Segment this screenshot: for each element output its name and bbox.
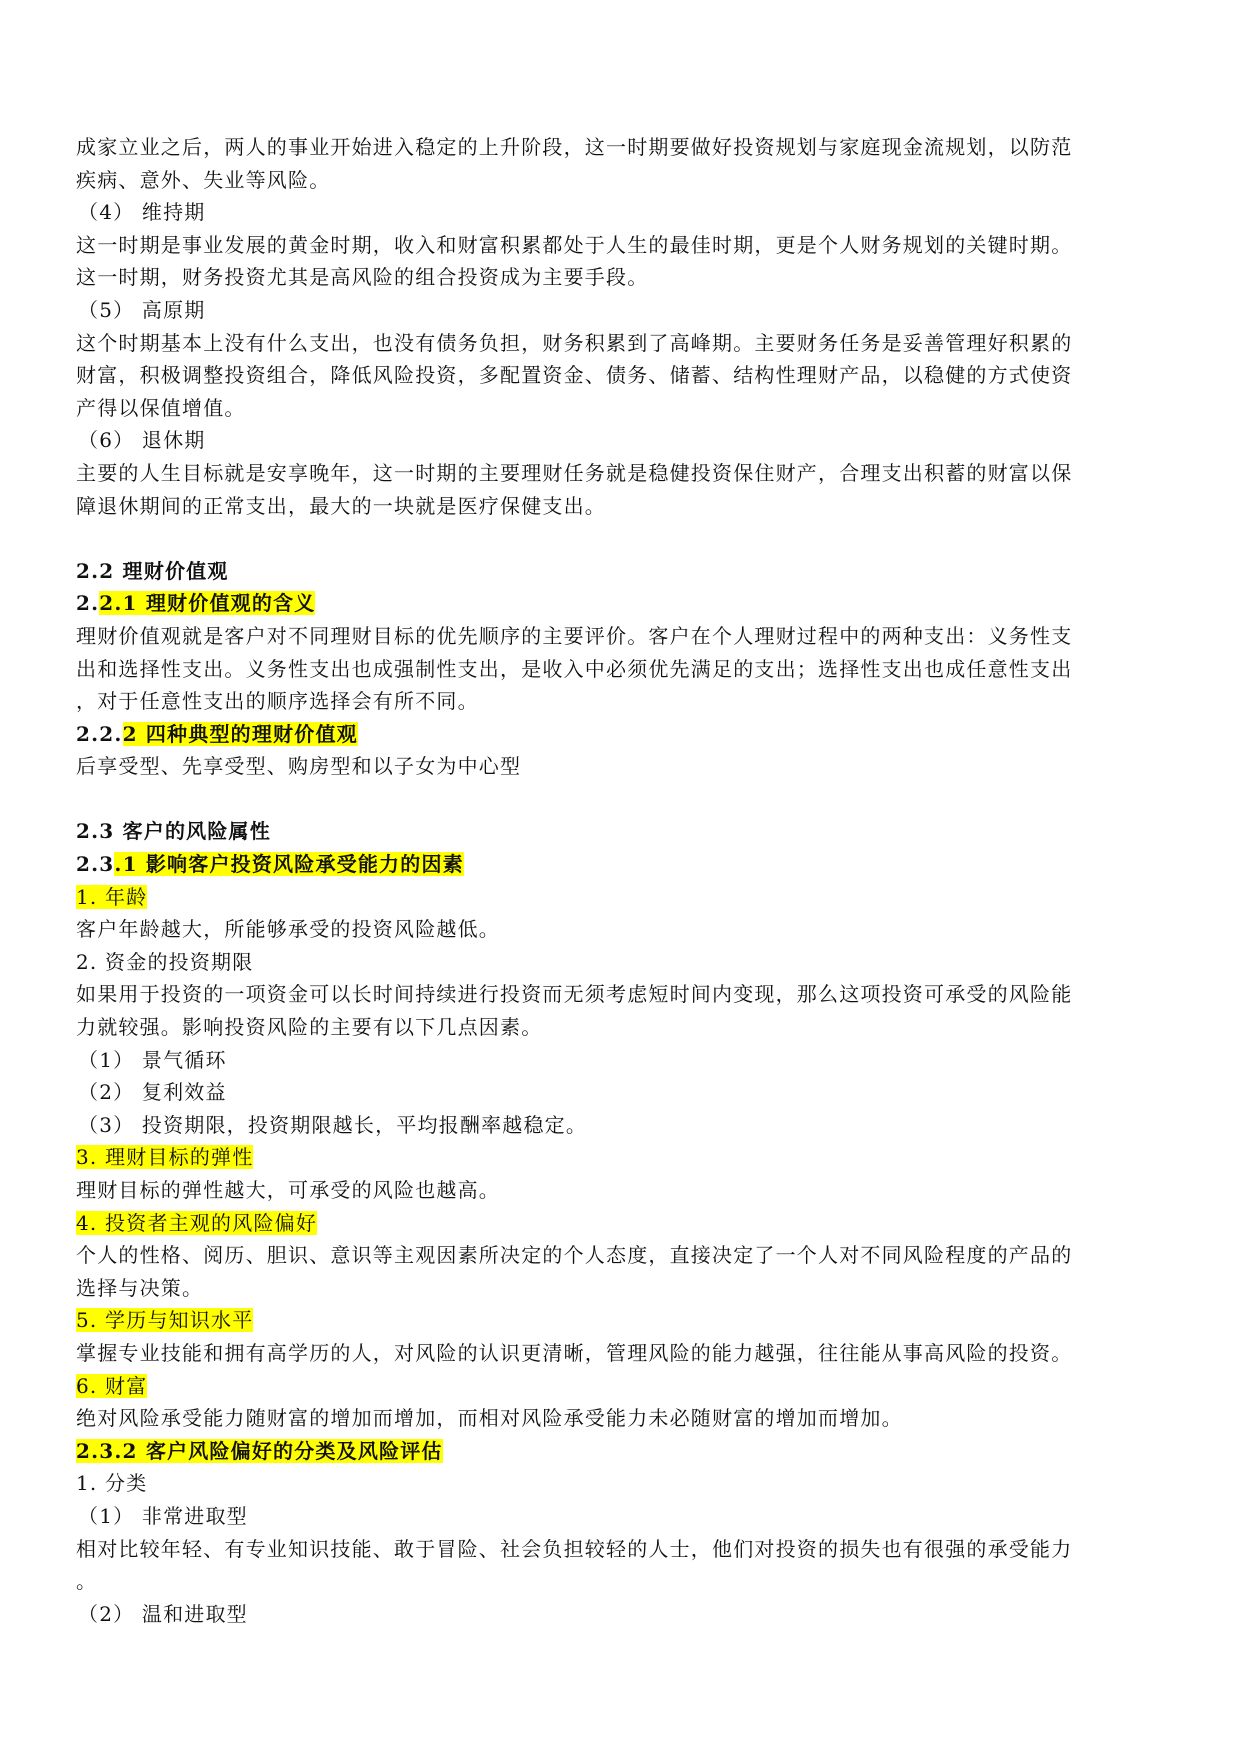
factor-2-item-1: （1） 景气循环 bbox=[78, 1047, 227, 1072]
stage-5-title: （5） 高原期 bbox=[78, 297, 206, 322]
stage-4-title: （4） 维持期 bbox=[78, 200, 206, 225]
factor-5-title bbox=[76, 1304, 1166, 1337]
document-page bbox=[76, 131, 1166, 1630]
stage-6-line-1: 主要的人生目标就是安享晚年，这一时期的主要理财任务就是稳健投资保住财产，合理支出积蓄的财富以保 bbox=[76, 460, 1073, 485]
stage-4-line-2: 这一时期，财务投资尤其是高风险的组合投资成为主要手段。 bbox=[76, 265, 649, 290]
section-2-2-2-heading bbox=[76, 718, 1166, 751]
factor-2-line-1: 如果用于投资的一项资金可以长时间持续进行投资而无须考虑短时间内变现，那么这项投资可承受的风险能 bbox=[76, 982, 1073, 1007]
highlighted-heading: 2.3.2 客户风险偏好的分类及风险评估 bbox=[76, 1438, 443, 1463]
highlighted-text: 4. 投资者主观的风险偏好 bbox=[76, 1210, 318, 1235]
factor-4-line-2: 选择与决策。 bbox=[76, 1275, 204, 1300]
section-2-3-heading: 2.3 客户的风险属性 bbox=[76, 819, 271, 844]
highlighted-text: 1. 年龄 bbox=[76, 884, 148, 909]
factor-3-title bbox=[76, 1141, 1166, 1174]
highlighted-text: 6. 财富 bbox=[76, 1373, 148, 1398]
section-2-3-1-heading bbox=[76, 848, 1166, 881]
highlighted-text: 3. 理财目标的弹性 bbox=[76, 1145, 254, 1170]
stage-5-line-1: 这个时期基本上没有什么支出，也没有债务负担，财务积累到了高峰期。主要财务任务是妥善管理好积累的 bbox=[76, 330, 1073, 355]
highlighted-heading: 2 四种典型的理财价值观 bbox=[122, 721, 358, 746]
classification-item-1: （1） 非常进取型 bbox=[78, 1503, 248, 1528]
factor-1-text: 客户年龄越大，所能够承受的投资风险越低。 bbox=[76, 917, 500, 942]
factor-1-title bbox=[76, 881, 1166, 914]
heading-prefix: 2.2. bbox=[76, 721, 123, 746]
heading-prefix: 2.3 bbox=[76, 852, 115, 877]
factor-3-text: 理财目标的弹性越大，可承受的风险也越高。 bbox=[76, 1178, 500, 1202]
factor-6-text: 绝对风险承受能力随财富的增加而增加，而相对风险承受能力未必随财富的增加而增加。 bbox=[76, 1406, 903, 1431]
spacer bbox=[76, 783, 1166, 816]
section-2-2-2-line-1: 后享受型、先享受型、购房型和以子女为中心型 bbox=[76, 754, 522, 779]
highlighted-heading: 2.1 理财价值观的含义 bbox=[99, 591, 316, 616]
section-2-2-heading: 2.2 理财价值观 bbox=[76, 558, 229, 583]
highlighted-heading: .1 影响客户投资风险承受能力的因素 bbox=[114, 852, 464, 877]
intro-line-1: 成家立业之后，两人的事业开始进入稳定的上升阶段，这一时期要做好投资规划与家庭现金流规划，以防范 bbox=[76, 135, 1073, 159]
section-2-2-1-heading bbox=[76, 587, 1166, 620]
section-2-2-1-line-1: 理财价值观就是客户对不同理财目标的优先顺序的主要评价。客户在个人理财过程中的两种支出：义务性支 bbox=[76, 623, 1073, 648]
section-2-2-1-line-3: ，对于任意性支出的顺序选择会有所不同。 bbox=[76, 689, 479, 714]
highlighted-text: 5. 学历与知识水平 bbox=[76, 1308, 254, 1333]
section-2-3-2-heading bbox=[76, 1435, 1166, 1468]
stage-4-line-1: 这一时期是事业发展的黄金时期，收入和财富积累都处于人生的最佳时期，更是个人财务规划的关键时期。 bbox=[76, 232, 1073, 257]
stage-6-title: （6） 退休期 bbox=[78, 428, 206, 453]
classification-item-1-line-1: 相对比较年轻、有专业知识技能、敢于冒险、社会负担较轻的人士，他们对投资的损失也有很强的承受能力 bbox=[76, 1536, 1073, 1561]
stage-6-line-2: 障退休期间的正常支出，最大的一块就是医疗保健支出。 bbox=[76, 493, 606, 518]
intro-line-2: 疾病、意外、失业等风险。 bbox=[76, 167, 331, 192]
factor-4-title bbox=[76, 1207, 1166, 1240]
factor-5-text: 掌握专业技能和拥有高学历的人，对风险的认识更清晰，管理风险的能力越强，往往能从事高风险的投资。 bbox=[76, 1340, 1073, 1365]
factor-2-item-2: （2） 复利效益 bbox=[78, 1080, 227, 1105]
factor-2-title: 2. 资金的投资期限 bbox=[76, 949, 254, 974]
factor-6-title bbox=[76, 1370, 1166, 1403]
spacer bbox=[76, 522, 1166, 555]
classification-item-2: （2） 温和进取型 bbox=[78, 1601, 248, 1626]
classification-item-1-line-2: 。 bbox=[76, 1569, 98, 1594]
stage-5-line-3: 产得以保值增值。 bbox=[76, 395, 246, 420]
factor-2-line-2: 力就较强。影响投资风险的主要有以下几点因素。 bbox=[76, 1015, 543, 1040]
classification-title: 1. 分类 bbox=[76, 1471, 148, 1496]
heading-prefix: 2. bbox=[76, 591, 100, 616]
factor-4-line-1: 个人的性格、阅历、胆识、意识等主观因素所决定的个人态度，直接决定了一个人对不同风险程度的产品的 bbox=[76, 1243, 1073, 1268]
section-2-2-1-line-2: 出和选择性支出。义务性支出也成强制性支出，是收入中必须优先满足的支出；选择性支出也成任意性支出 bbox=[76, 656, 1073, 681]
factor-2-item-3: （3） 投资期限，投资期限越长，平均报酬率越稳定。 bbox=[78, 1112, 588, 1137]
stage-5-line-2: 财富，积极调整投资组合，降低风险投资，多配置资金、债务、储蓄、结构性理财产品，以稳健的方式使资 bbox=[76, 363, 1073, 388]
